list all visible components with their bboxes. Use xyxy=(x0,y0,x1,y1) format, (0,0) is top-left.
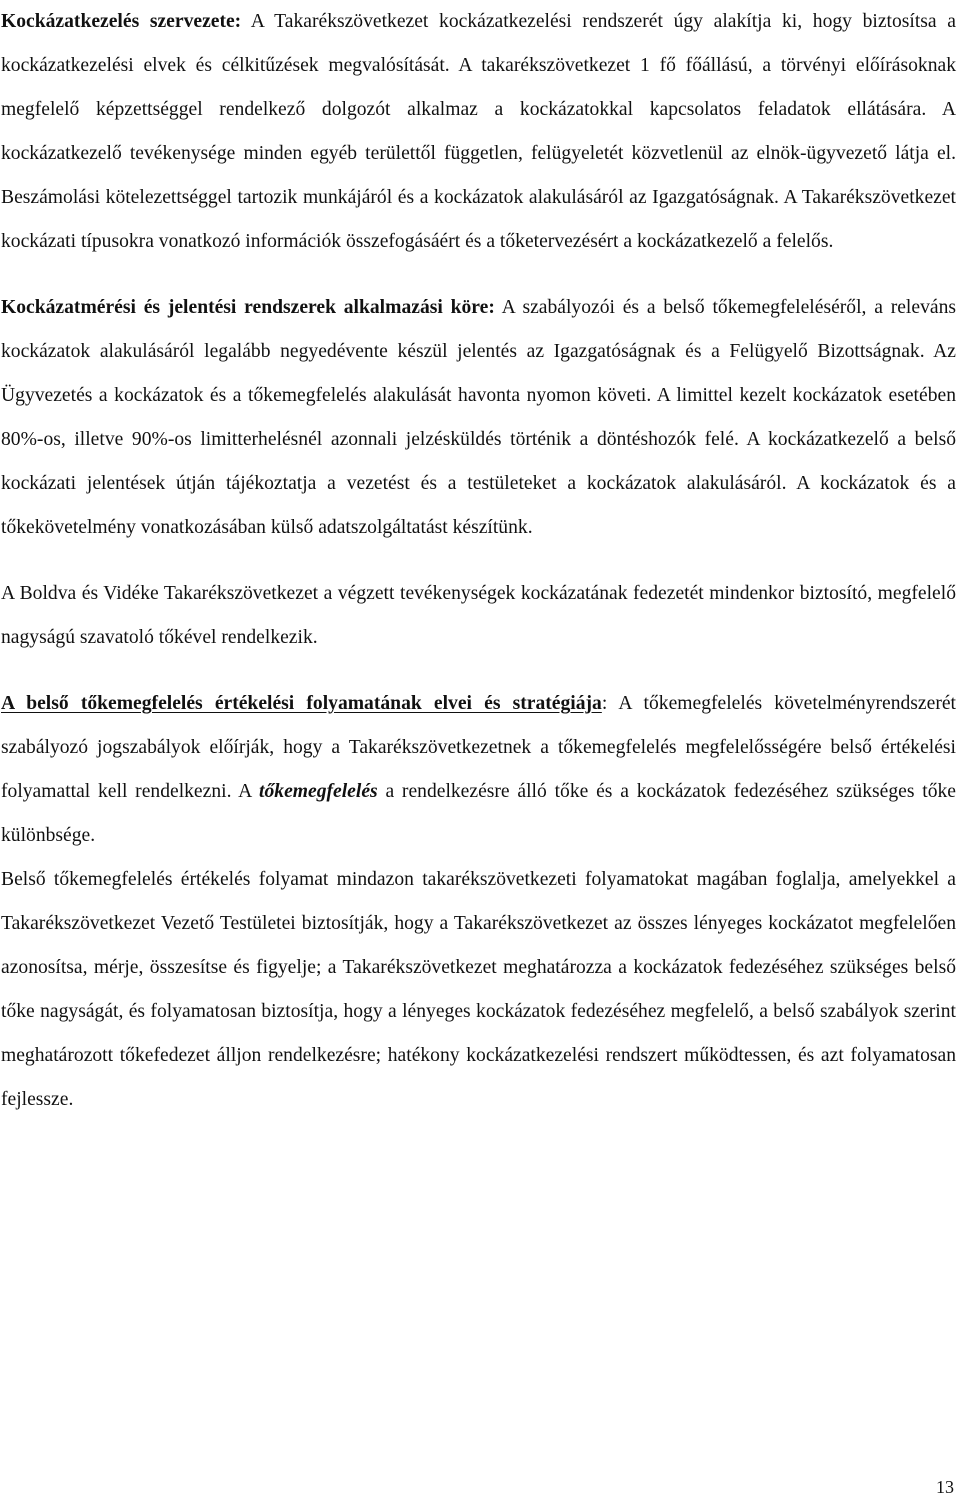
paragraph-icaap-process xyxy=(1,858,956,1122)
paragraph-risk-measurement-reporting xyxy=(1,286,956,550)
paragraph-text: A szabályozói és a belső tőkemegfeleléséről, a releváns kockázatok alakulásáról legalább negyedévente készül jelentés az Igazgatóságnak és a Felügyelő Bizottságnak. Az Ügyvezetés a kockázatok és a tőkemegfelelés alakulását havonta nyomon követi. A limittel kezelt kockázatok esetében 80%-os, illetve 90%-os limitterhelésnél azonnali jelzésküldés történik a döntéshozók felé. A kockázatkezelő a belső kockázati jelentések útján tájékoztatja a vezetést és a testületeket a kockázatok alakulásáról. A kockázatok és a tőkekövetelmény vonatkozásában külső adatszolgáltatást készítünk. xyxy=(1,297,956,538)
paragraph-text: a rendelkezésre álló tőke és a kockázatok fedezéséhez szükséges tőke különbsége. xyxy=(1,781,956,846)
paragraph-spacer xyxy=(1,660,956,682)
paragraph-icaap-principles xyxy=(1,682,956,858)
emphasis-term: tőkemegfelelés xyxy=(259,781,378,802)
heading-icaap-principles: A belső tőkemegfelelés értékelési folyamatának elvei és stratégiája xyxy=(1,693,602,714)
paragraph-spacer xyxy=(1,550,956,572)
paragraph-spacer xyxy=(1,264,956,286)
page-number: 13 xyxy=(936,1477,954,1497)
heading-risk-measurement-reporting: Kockázatmérési és jelentési rendszerek alkalmazási köre: xyxy=(1,297,495,318)
heading-risk-management-organisation: Kockázatkezelés szervezete: xyxy=(1,11,242,32)
paragraph-risk-management-organisation xyxy=(1,0,956,264)
paragraph-text: A Takarékszövetkezet kockázatkezelési rendszerét úgy alakítja ki, hogy biztosítsa a kockázatkezelési elvek és célkitűzések megvalósítását. A takarékszövetkezet 1 fő főállású, a törvényi előírásoknak megfelelő képzettséggel rendelkező dolgozót alkalmaz a kockázatokkal kapcsolatos feladatok ellátására. A kockázatkezelő tevékenysége minden egyéb területtől független, felügyeletét közvetlenül az elnök-ügyvezető látja el. Beszámolási kötelezettséggel tartozik munkájáról és a kockázatok alakulásáról az Igazgatóságnak. A Takarékszövetkezet kockázati típusokra vonatkozó információk összefogásáért és a tőketervezésért a kockázatkezelő a felelős. xyxy=(1,11,956,252)
document-body xyxy=(1,0,956,1122)
paragraph-text: A Boldva és Vidéke Takarékszövetkezet a végzett tevékenységek kockázatának fedezetét mindenkor biztosító, megfelelő nagyságú szavatoló tőkével rendelkezik. xyxy=(1,583,956,648)
paragraph-text: : A tőkemegfelelés követelményrendszerét szabályozó jogszabályok előírják, hogy a Takarékszövetkezetnek a tőkemegfelelés megfelelősségére belső értékelési folyamattal kell rendelkezni. A xyxy=(1,693,956,802)
paragraph-capital-coverage xyxy=(1,572,956,660)
paragraph-text: Belső tőkemegfelelés értékelés folyamat mindazon takarékszövetkezeti folyamatokat magában foglalja, amelyekkel a Takarékszövetkezet Vezető Testületei biztosítják, hogy a Takarékszövetkezet az összes lényeges kockázatot megfelelően azonosítsa, mérje, összesítse és figyelje; a Takarékszövetkezet meghatározza a kockázatok fedezéséhez szükséges belső tőke nagyságát, és folyamatosan biztosítja, hogy a lényeges kockázatok fedezéséhez megfelelő, a belső szabályok szerint meghatározott tőkefedezet álljon rendelkezésre; hatékony kockázatkezelési rendszert működtessen, és azt folyamatosan fejlessze. xyxy=(1,869,956,1110)
